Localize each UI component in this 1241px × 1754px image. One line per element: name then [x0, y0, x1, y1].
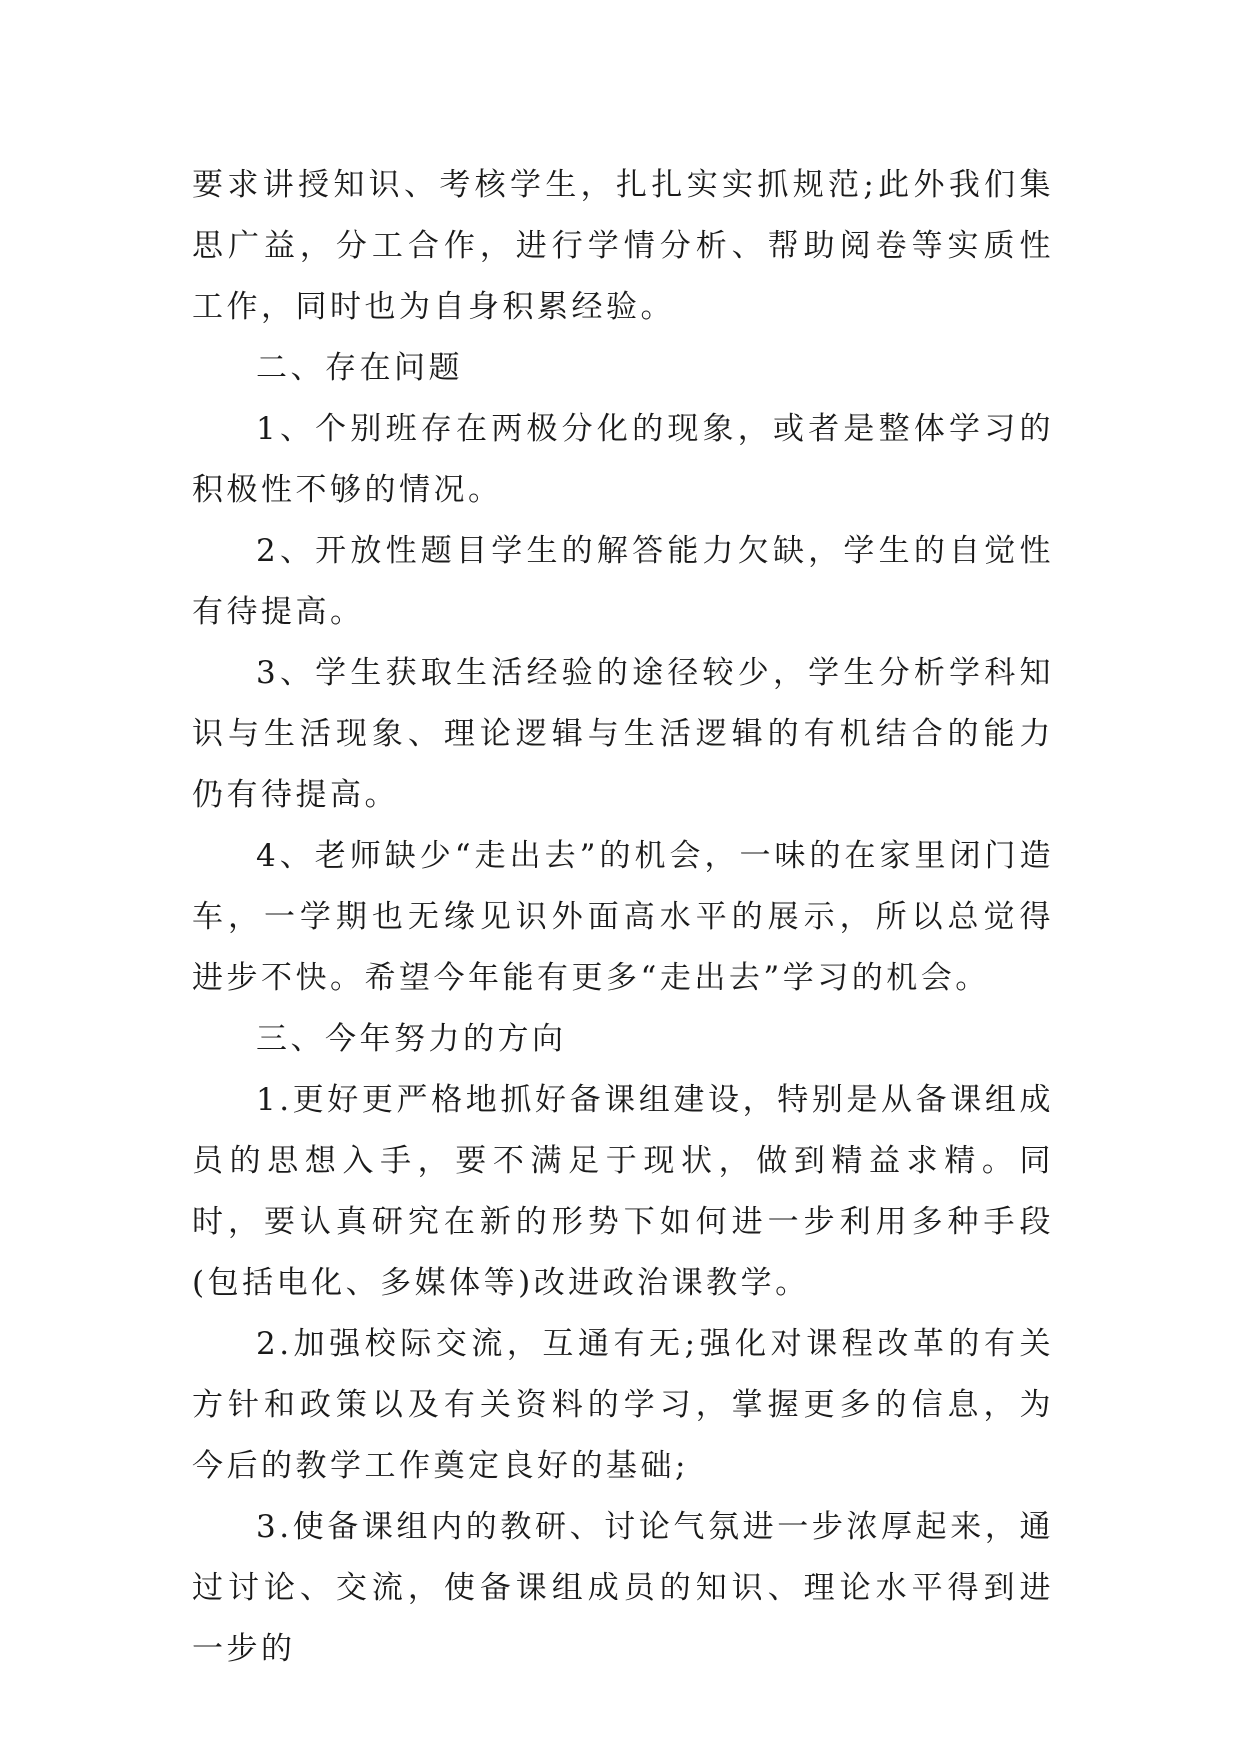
- problem-item-4: 4、老师缺少“走出去”的机会，一味的在家里闭门造车，一学期也无缘见识外面高水平的展示，所以总觉得进步不快。希望今年能有更多“走出去”学习的机会。: [192, 838, 1054, 996]
- direction-item-2: 2.加强校际交流，互通有无;强化对课程改革的有关方针和政策以及有关资料的学习，掌握更多的信息，为今后的教学工作奠定良好的基础;: [192, 1326, 1054, 1484]
- direction-item-3: 3.使备课组内的教研、讨论气氛进一步浓厚起来，通过讨论、交流，使备课组成员的知识、理论水平得到进一步的: [192, 1509, 1054, 1667]
- section-heading-problems: 二、存在问题: [256, 350, 463, 386]
- section-heading-directions: 三、今年努力的方向: [256, 1021, 567, 1057]
- problem-item-2: 2、开放性题目学生的解答能力欠缺，学生的自觉性有待提高。: [192, 533, 1054, 630]
- problem-item-3: 3、学生获取生活经验的途径较少，学生分析学科知识与生活现象、理论逻辑与生活逻辑的有机结合的能力仍有待提高。: [192, 655, 1054, 813]
- direction-item-1: 1.更好更严格地抓好备课组建设，特别是从备课组成员的思想入手，要不满足于现状，做到精益求精。同时，要认真研究在新的形势下如何进一步利用多种手段(包括电化、多媒体等)改进政治课教学。: [192, 1082, 1054, 1301]
- document-body: [192, 155, 1054, 1680]
- problem-item-1: 1、个别班存在两极分化的现象，或者是整体学习的积极性不够的情况。: [192, 411, 1054, 508]
- paragraph-continuation: 要求讲授知识、考核学生，扎扎实实抓规范;此外我们集思广益，分工合作，进行学情分析、帮助阅卷等实质性工作，同时也为自身积累经验。: [192, 167, 1054, 325]
